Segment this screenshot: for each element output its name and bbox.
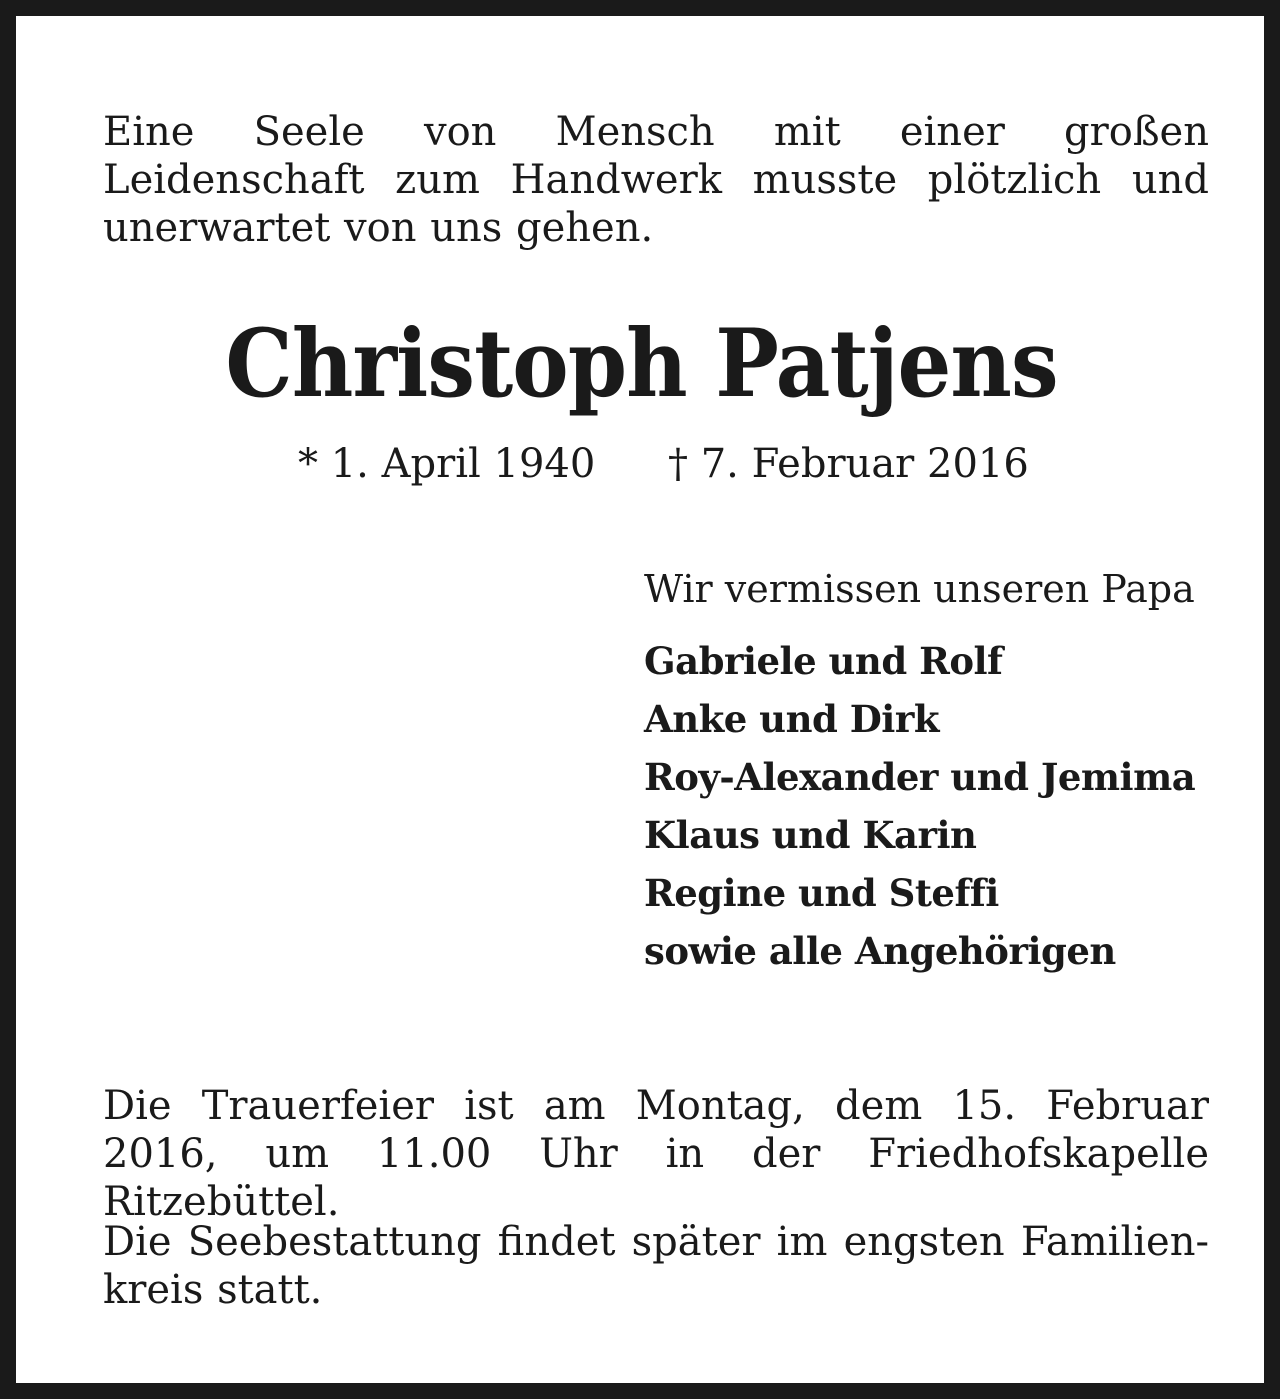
death-date: † 7. Februar 2016 <box>668 441 1029 487</box>
mourner-name: Anke und Dirk <box>644 697 939 741</box>
intro-paragraph: Eine Seele von Mensch mit einer großen Leidenschaft zum Handwerk musste plötzlich und unerwartet von uns gehen. <box>103 109 1209 251</box>
mourner-name: Gabriele und Rolf <box>644 639 1003 683</box>
burial-paragraph: Die Seebestattung findet später im engsten Familien-kreis statt. <box>103 1219 1209 1313</box>
mourner-name: Roy-Alexander und Jemima <box>644 755 1196 799</box>
mourners-list <box>644 632 1195 980</box>
ceremony-paragraph: Die Trauerfeier ist am Montag, dem 15. Februar 2016, um 11.00 Uhr in der Friedhofskapelle Ritzebüttel. <box>103 1083 1209 1225</box>
mourner-name: sowie alle Angehörigen <box>644 929 1116 973</box>
mourning-line: Wir vermissen unseren Papa <box>644 567 1195 611</box>
mourner-name: Klaus und Karin <box>644 813 977 857</box>
deceased-name: Christoph Patjens <box>225 309 1058 419</box>
birth-date: * 1. April 1940 <box>298 441 596 487</box>
mourner-name: Regine und Steffi <box>644 871 999 915</box>
